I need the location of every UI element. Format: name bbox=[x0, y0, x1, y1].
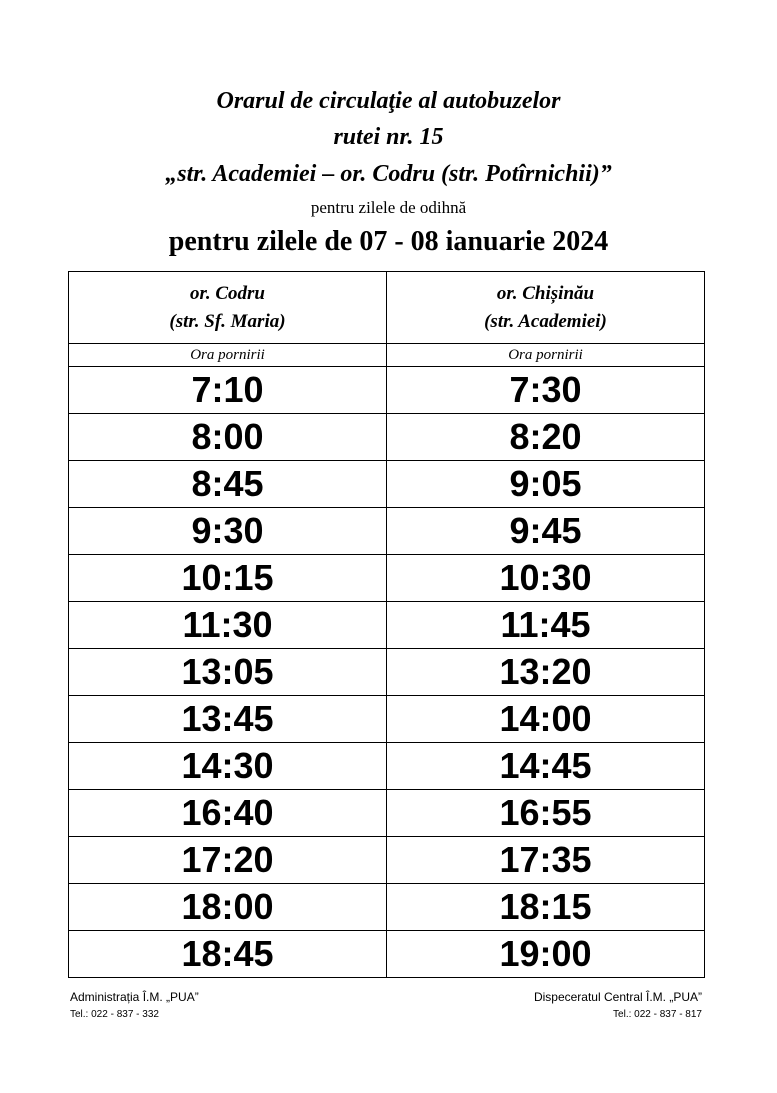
right-departure-time: 18:15 bbox=[499, 886, 592, 927]
left-time-cell bbox=[69, 931, 387, 978]
right-departure-time: 8:20 bbox=[509, 416, 582, 457]
table-row bbox=[69, 461, 705, 508]
title-route-number: rutei nr. 15 bbox=[333, 124, 444, 150]
right-departure-time: 14:45 bbox=[499, 745, 592, 786]
table-row bbox=[69, 790, 705, 837]
left-time-cell bbox=[69, 837, 387, 884]
left-time-cell bbox=[69, 884, 387, 931]
right-time-cell bbox=[387, 602, 705, 649]
left-time-cell bbox=[69, 367, 387, 414]
subheader-left bbox=[69, 344, 387, 367]
left-departure-time: 7:10 bbox=[191, 369, 264, 410]
table-row bbox=[69, 931, 705, 978]
table-row bbox=[69, 837, 705, 884]
right-time-cell bbox=[387, 367, 705, 414]
table-header-row bbox=[69, 272, 705, 344]
header-left bbox=[69, 272, 387, 344]
right-time-cell bbox=[387, 461, 705, 508]
right-time-cell bbox=[387, 696, 705, 743]
right-departure-time: 19:00 bbox=[499, 933, 592, 974]
right-departure-time: 13:20 bbox=[499, 651, 592, 692]
right-time-cell bbox=[387, 649, 705, 696]
right-street: (str. Academiei) bbox=[484, 310, 607, 332]
right-time-cell bbox=[387, 790, 705, 837]
left-departure-time: 9:30 bbox=[191, 510, 264, 551]
right-time-cell bbox=[387, 414, 705, 461]
title-line-1: Orarul de circulaţie al autobuzelor bbox=[216, 88, 561, 114]
table-row bbox=[69, 743, 705, 790]
left-departure-time: 18:00 bbox=[181, 886, 274, 927]
right-departure-time: 10:30 bbox=[499, 557, 592, 598]
right-subheader: Ora pornirii bbox=[508, 347, 583, 363]
header-right bbox=[387, 272, 705, 344]
left-departure-time: 8:00 bbox=[191, 416, 264, 457]
left-departure-time: 17:20 bbox=[181, 839, 274, 880]
left-departure-time: 13:05 bbox=[181, 651, 274, 692]
right-time-cell bbox=[387, 931, 705, 978]
left-time-cell bbox=[69, 602, 387, 649]
left-time-cell bbox=[69, 743, 387, 790]
footer-right-tel: Tel.: 022 - 837 - 817 bbox=[613, 1009, 702, 1020]
left-departure-time: 18:45 bbox=[181, 933, 274, 974]
subtitle-rest-days: pentru zilele de odihnă bbox=[310, 198, 467, 217]
right-departure-time: 9:45 bbox=[509, 510, 582, 551]
title-route-name: „str. Academiei – or. Codru (str. Potîrnichii)” bbox=[165, 161, 612, 187]
right-departure-time: 11:45 bbox=[500, 604, 591, 645]
left-departure-time: 10:15 bbox=[181, 557, 274, 598]
right-time-cell bbox=[387, 743, 705, 790]
table-row bbox=[69, 884, 705, 931]
left-time-cell bbox=[69, 508, 387, 555]
right-city: or. Chișinău bbox=[496, 282, 595, 304]
right-time-cell bbox=[387, 555, 705, 602]
table-row bbox=[69, 555, 705, 602]
left-time-cell bbox=[69, 696, 387, 743]
left-time-cell bbox=[69, 790, 387, 837]
left-departure-time: 16:40 bbox=[181, 792, 274, 833]
left-time-cell bbox=[69, 555, 387, 602]
left-subheader: Ora pornirii bbox=[190, 347, 265, 363]
footer-left-name: Administrația Î.M. „PUA” bbox=[70, 990, 199, 1004]
table-row bbox=[69, 367, 705, 414]
left-departure-time: 8:45 bbox=[191, 463, 264, 504]
left-departure-time: 13:45 bbox=[181, 698, 274, 739]
right-time-cell bbox=[387, 508, 705, 555]
left-city: or. Codru bbox=[190, 282, 265, 304]
right-departure-time: 9:05 bbox=[509, 463, 582, 504]
table-row bbox=[69, 649, 705, 696]
left-departure-time: 14:30 bbox=[181, 745, 274, 786]
title-dates: pentru zilele de 07 - 08 ianuarie 2024 bbox=[168, 226, 609, 257]
right-departure-time: 7:30 bbox=[509, 369, 582, 410]
table-row bbox=[69, 696, 705, 743]
right-departure-time: 16:55 bbox=[499, 792, 592, 833]
right-departure-time: 14:00 bbox=[499, 698, 592, 739]
table-subheader-row bbox=[69, 344, 705, 367]
left-time-cell bbox=[69, 649, 387, 696]
left-departure-time: 11:30 bbox=[182, 604, 273, 645]
left-time-cell bbox=[69, 461, 387, 508]
table-row bbox=[69, 508, 705, 555]
right-time-cell bbox=[387, 884, 705, 931]
footer-right-name: Dispeceratul Central Î.M. „PUA” bbox=[533, 990, 702, 1004]
right-time-cell bbox=[387, 837, 705, 884]
subheader-right bbox=[387, 344, 705, 367]
left-time-cell bbox=[69, 414, 387, 461]
left-street: (str. Sf. Maria) bbox=[169, 310, 286, 332]
table-row bbox=[69, 602, 705, 649]
footer-left-tel: Tel.: 022 - 837 - 332 bbox=[70, 1009, 159, 1020]
table-row bbox=[69, 414, 705, 461]
schedule-table bbox=[68, 271, 705, 978]
right-departure-time: 17:35 bbox=[499, 839, 592, 880]
